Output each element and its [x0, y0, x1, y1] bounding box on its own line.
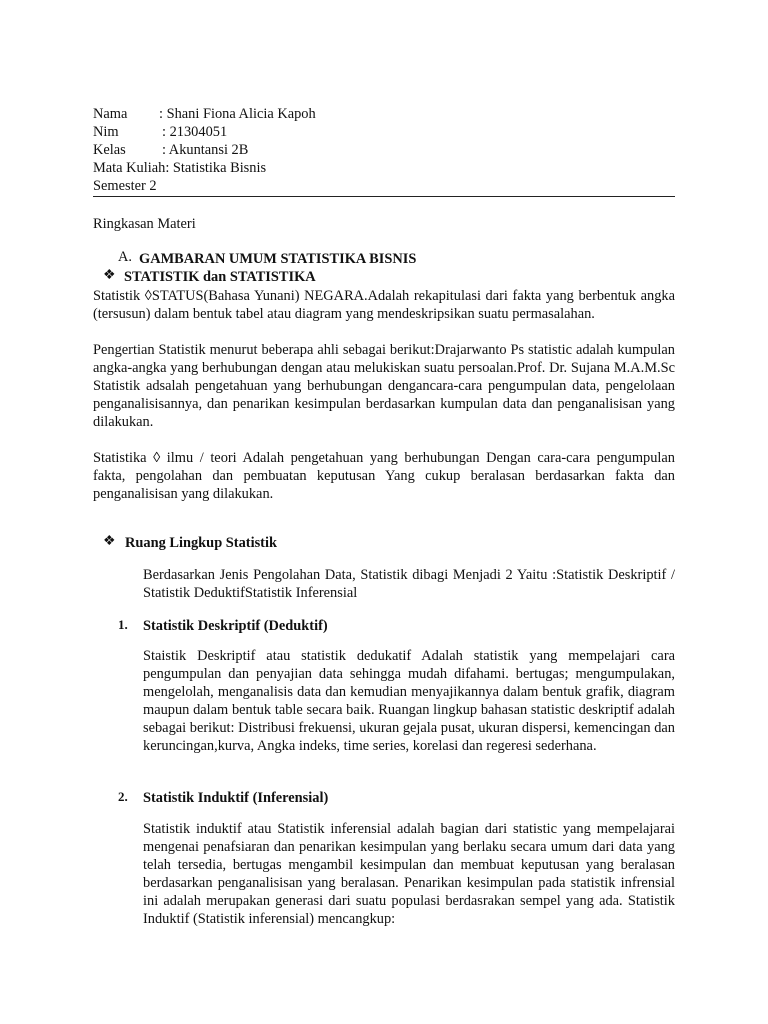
- bullet-icon: ❖: [103, 268, 116, 283]
- semester: Semester 2: [93, 178, 157, 194]
- nama-value: : Shani Fiona Alicia Kapoh: [159, 106, 316, 122]
- paragraph-pengertian: Pengertian Statistik menurut beberapa ahli sebagai berikut:Drajarwanto Ps statistic adalah kumpulan angka-angka yang berhubungan dengan atau melukiskan suatu persoalan.Prof. Dr. Sujana M.A.M.Sc Statistik adsalah pengetahuan yang berhubungan dengancara-cara pengumpulan data, pengelolaan penganalisisannya, dan penarikan kesimpulan berdasarkan kumpulan data dan penganalisisan yang dilakukan.: [93, 342, 675, 430]
- ringkasan-title: Ringkasan Materi: [93, 216, 196, 232]
- item-1-title: Statistik Deskriptif (Deduktif): [143, 618, 328, 634]
- item-1-number: 1.: [118, 617, 128, 632]
- nim-label: Nim: [93, 124, 119, 140]
- nama-label: Nama: [93, 106, 128, 122]
- section-a-marker: A.: [118, 249, 132, 265]
- paragraph-statistika: Statistika ◊ ilmu / teori Adalah pengetahuan yang berhubungan Dengan cara-cara pengumpulan fakta, pengolahan dan pembuatan keputusan Yang cukup beralasan berdasarkan fakta dan penganalisisan yang dilakukan.: [93, 450, 675, 502]
- item-2-text: Statistik induktif atau Statistik inferensial adalah bagian dari statistic yang mempelajarai mengenai penafsiaran dan penarikan kesimpulan yang berlaku secara umum dari data yang telah tersedia, bertugas mengambil kesimpulan dan membuat keputusan yang beralasan berdasarkan penganalisisan yang beralasan. Penarikan kesimpulan pada statistik infrensial ini adalah merupakan generasi dari suatu populasi berdasrakan sempel yang ada. Statistik Induktif (Statistik inferensial) mencangkup:: [143, 821, 675, 927]
- nim-value: : 21304051: [162, 124, 228, 140]
- ruang-lingkup-heading: Ruang Lingkup Statistik: [125, 535, 277, 551]
- item-2-number: 2.: [118, 789, 128, 804]
- section-a-title: GAMBARAN UMUM STATISTIKA BISNIS: [139, 251, 417, 267]
- kelas-label: Kelas: [93, 142, 126, 158]
- statistik-heading: STATISTIK dan STATISTIKA: [124, 269, 316, 285]
- paragraph-ruang-lingkup: Berdasarkan Jenis Pengolahan Data, Statistik dibagi Menjadi 2 Yaitu :Statistik Deskriptif / Statistik DeduktifStatistik Inferensial: [143, 567, 675, 601]
- header-divider: [93, 196, 675, 197]
- kelas-value: : Akuntansi 2B: [162, 142, 249, 158]
- mata-kuliah: Mata Kuliah: Statistika Bisnis: [93, 160, 267, 176]
- paragraph-statistik-definition: Statistik ◊STATUS(Bahasa Yunani) NEGARA.Adalah rekapitulasi dari fakta yang berbentuk angka (tersusun) dalam bentuk tabel atau diagram yang mendeskripsikan suatu permasalahan.: [93, 288, 675, 322]
- item-2-title: Statistik Induktif (Inferensial): [143, 790, 329, 806]
- bullet-icon: ❖: [103, 534, 116, 549]
- item-1-text: Staistik Deskriptif atau statistik dedukatif Adalah statistik yang mempelajari cara pengumpulan dan penyajian data sehingga mudah difahami. bertugas; mengumpulakan, mengelolah, menganalisis data dan kemudian menyajikannya dalam bentuk grafik, diagram maupun dalam bentuk table secara baik. Ruangan lingkup bahasan statistic deskriptif adalah sebagai berikut: Distribusi frekuensi, ukuran gejala pusat, ukuran dispersi, kemencingan dan keruncingan,kurva, Angka indeks, time series, korelasi dan regeresi sederhana.: [143, 648, 675, 754]
